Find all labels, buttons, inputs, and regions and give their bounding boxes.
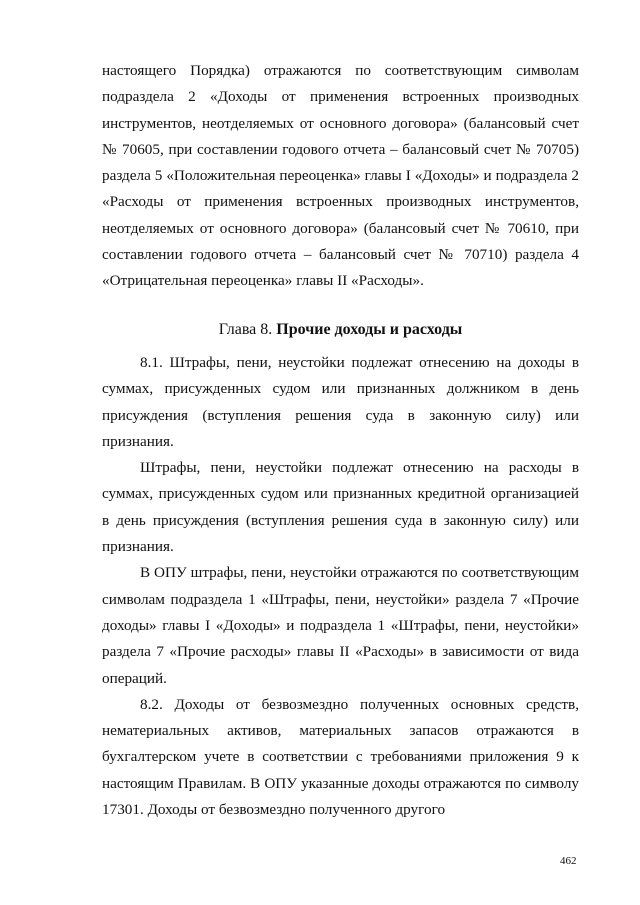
chapter-title: Прочие доходы и расходы — [276, 321, 463, 338]
paragraph-fines-expenses: Штрафы, пени, неустойки подлежат отнесению на расходы в суммах, присужденных судом или признанных кредитной организацией в день присуждения (вступления решения суда в законную силу) или признания. — [102, 459, 579, 556]
paragraph-8-1: 8.1. Штрафы, пени, неустойки подлежат отнесению на доходы в суммах, присужденных судом или признанных должником в день присуждения (вступления решения суда в законную силу) или признания. — [102, 354, 579, 450]
paragraph-8-2: 8.2. Доходы от безвозмездно полученных основных средств, нематериальных активов, материальных запасов отражаются в бухгалтерском учете в соответствии с требованиями приложения 9 к настоящим Правилам. В ОПУ указанные доходы отражаются по символу 17301. Доходы от безвозмездно полученного другого — [102, 695, 579, 819]
paragraph-opu-fines: В ОПУ штрафы, пени, неустойки отражаются по соответствующим символам подраздела 1 «Штрафы, пени, неустойки» раздела 7 «Прочие доходы» главы I «Доходы» и подраздела 1 «Штрафы, пени, неустойки» раздела 7 «Прочие расходы» главы II «Расходы» в зависимости от вида операций. — [102, 564, 579, 687]
chapter-body — [102, 350, 579, 823]
intro-paragraph: настоящего Порядка) отражаются по соответствующим символам подраздела 2 «Доходы от применения встроенных производных инструментов, неотделяемых от основного договора» (балансовый счет № 70605, при составлении годового отчета – балансовый счет № 70705) раздела 5 «Положительная переоценка» главы I «Доходы» и подраздела 2 «Расходы от применения встроенных производных инструментов, неотделяемых от основного договора» (балансовый счет № 70610, при составлении годового отчета – балансовый счет № 70710) раздела 4 «Отрицательная переоценка» главы II «Расходы». — [102, 62, 579, 290]
continued-text-block — [102, 58, 579, 295]
chapter-label: Глава 8. — [218, 321, 273, 338]
page-number: 462 — [560, 855, 577, 867]
chapter-heading — [102, 317, 579, 343]
